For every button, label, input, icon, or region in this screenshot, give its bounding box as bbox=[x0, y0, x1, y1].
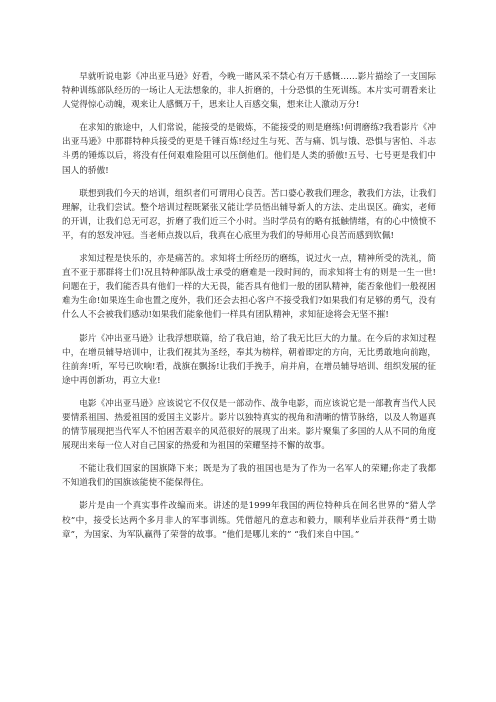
paragraph-3: 联想到我们今天的培训，组织者们可谓用心良苦。苦口婆心教我们理念，教我们方法，让我们理解，让我们尝试。整个培训过程既紧张又能让学员悟出辅导新人的方法、走出误区。确实，老师的开训，让我们总无可忍，折磨了我们近三个小时。当时学员有的略有抵触情绪，有的心中愤愤不平，有的怒发冲冠。当老师点拨以后，我真在心底里为我们的导师用心良苦而感到钦佩! bbox=[62, 188, 436, 241]
paragraph-5: 影片《冲出亚马逊》让我浮想联篇，给了我启迪，给了我无比巨大的力量。在今后的求知过程中，在增员辅导培训中，让我们视其为圣经，奉其为榜样，朝着即定的方向，无比勇敢地向前跑，往前奔!听，军号已吹响!看，战旗在飘扬!让我们手挽手，肩并肩，在增员辅导培训、组织发展的征途中再创新功，再立大业! bbox=[62, 333, 436, 386]
paragraph-7: 不能让我们国家的国旗降下来；既是为了我的祖国也是为了作为一名军人的荣耀;你走了我都不知道我们的国旗该能使不能保得住。 bbox=[62, 464, 436, 489]
paragraph-4: 求知过程是快乐的，亦是痛苦的。求知将士所经历的磨练，说过火一点，精神所受的洗礼，简直不亚于那群将士们!况且特种部队战士承受的磨难是一段时间的，而求知将士有的则是一生一世!问题在于，我们能否具有他们一样的大无畏，能否具有他们一般的团队精神，能否象他们一般视困难为生命!如果连生命也置之度外，我们还会去担心客户不接受我们?如果我们有足够的勇气，没有什么人不会被我们感动!如果我们能象他们一样具有团队精神，求知征途将会无坚不摧! bbox=[62, 254, 436, 321]
paragraph-6: 电影《冲出亚马逊》应该说它不仅仅是一部动作、战争电影，而应该说它是一部教育当代人民要情系祖国、热爱祖国的爱国主义影片。影片以独特真实的视角和清晰的情节脉络，以及人物逼真的情节展现把当代军人不怕困苦艰辛的风范很好的展现了出来。影片聚集了多国的人从不同的角度展现出来每一位人对自己国家的热爱和为祖国的荣耀坚持不懈的故事。 bbox=[62, 398, 436, 452]
paragraph-1: 早就听说电影《冲出亚马逊》好看，今晚一睹风采不禁心有万千感慨……影片描绘了一支国际特种训练部队经历的一场让人无法想象的，非人折磨的，十分恐惧的生死训练。本片实可谓看来让人觉得惊心动魄，观来让人感慨万千，思来让人百感交集，想来让人激动万分! bbox=[62, 72, 436, 111]
paragraph-8: 影片是由一个真实事件改编而来。讲述的是1999年我国的两位特种兵在间名世界的“猎人学校”中，接受长达两个多月非人的军事训练。凭借超凡的意志和毅力，顺利毕业后并获得“勇士勋章”，为国家、为军队赢得了荣誉的故事。“他们是哪儿来的” “我们来自中国。” bbox=[62, 501, 436, 540]
paragraph-2: 在求知的旅途中，人们常说，能接受的是锻炼，不能接受的则是磨练!何谓磨练?我看影片《冲出亚马逊》中那群特种兵接受的更是千锤百炼!经过生与死、苦与痛、饥与饿、恐惧与害怕、斗志斗勇的锤炼以后，将没有任何艰难险阻可以压倒他们。他们是人类的骄傲!五号、七号更是我们中国人的骄傲! bbox=[62, 123, 436, 176]
